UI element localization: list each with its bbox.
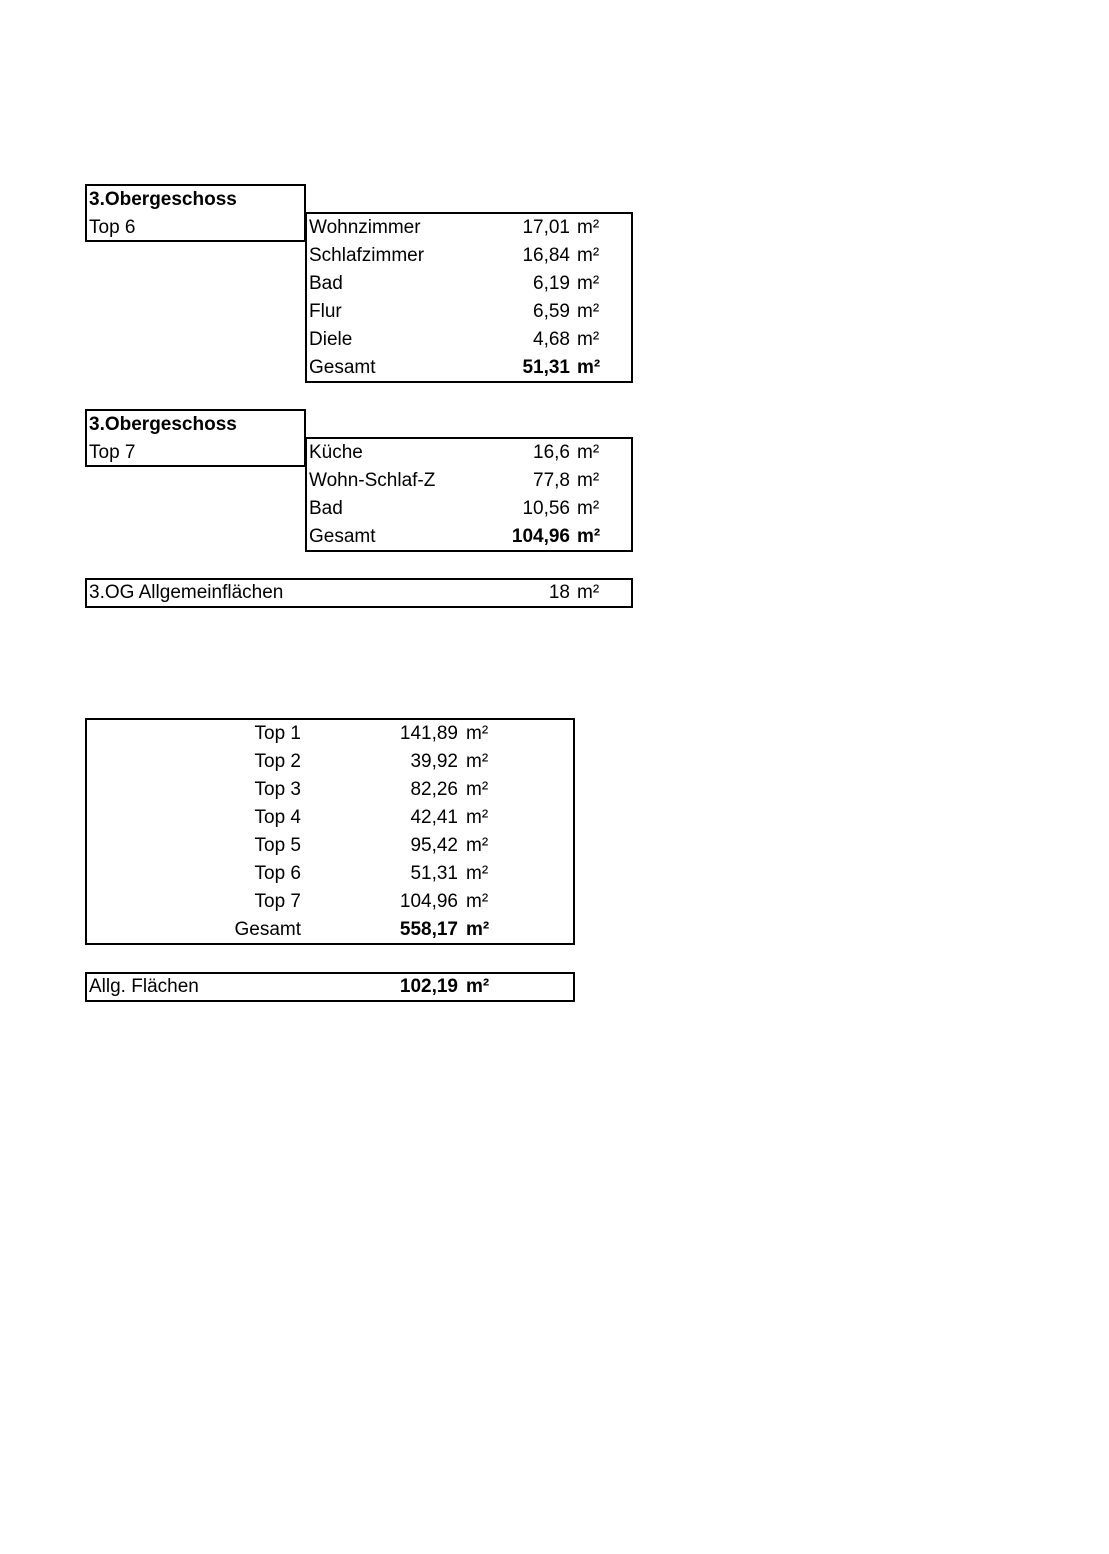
summary-row-label: Top 4 xyxy=(254,807,301,828)
summary-row-value: 141,89 xyxy=(399,723,458,744)
top6-room-label: Flur xyxy=(309,301,342,322)
summary-row-unit: m² xyxy=(466,835,489,856)
summary-row-value: 42,41 xyxy=(410,807,458,828)
summary-row-label: Top 6 xyxy=(254,863,301,884)
summary-row-label: Top 1 xyxy=(254,723,301,744)
summary-total-label: Gesamt xyxy=(234,919,301,940)
common-3og-label: 3.OG Allgemeinflächen xyxy=(89,582,284,603)
summary-row-value: 82,26 xyxy=(410,779,458,800)
top7-room-value: 77,8 xyxy=(533,470,570,491)
top7-room-unit: m² xyxy=(577,470,600,491)
top6-total-value: 51,31 xyxy=(522,357,570,378)
top6-room-unit: m² xyxy=(577,217,600,238)
top6-room-label: Diele xyxy=(309,329,353,350)
common-3og-value: 18 xyxy=(548,582,570,603)
top6-room-value: 6,59 xyxy=(533,301,570,322)
summary-row-unit: m² xyxy=(466,779,489,800)
top7-room-unit: m² xyxy=(577,498,600,519)
top6-room-unit: m² xyxy=(577,273,600,294)
summary-row-label: Top 3 xyxy=(254,779,301,800)
top6-room-value: 6,19 xyxy=(533,273,570,294)
summary-row-unit: m² xyxy=(466,723,489,744)
top7-room-value: 16,6 xyxy=(533,442,570,463)
summary-row-unit: m² xyxy=(466,891,489,912)
top7-room-label: Wohn-Schlaf-Z xyxy=(309,470,436,491)
top7-floor-title: 3.Obergeschoss xyxy=(89,414,237,435)
summary-row-label: Top 2 xyxy=(254,751,301,772)
top6-name: Top 6 xyxy=(89,217,136,238)
summary-row-unit: m² xyxy=(466,807,489,828)
top7-room-unit: m² xyxy=(577,442,600,463)
common-total-unit: m² xyxy=(466,976,490,997)
top6-floor-title: 3.Obergeschoss xyxy=(89,189,237,210)
top6-room-value: 4,68 xyxy=(533,329,570,350)
top6-total-label: Gesamt xyxy=(309,357,376,378)
summary-row-label: Top 7 xyxy=(254,891,301,912)
top6-room-value: 16,84 xyxy=(522,245,570,266)
summary-box xyxy=(85,718,575,945)
summary-row-value: 104,96 xyxy=(399,891,458,912)
top6-room-label: Wohnzimmer xyxy=(309,217,421,238)
top7-total-unit: m² xyxy=(577,526,601,547)
top6-room-value: 17,01 xyxy=(522,217,570,238)
top6-room-unit: m² xyxy=(577,245,600,266)
top7-room-label: Küche xyxy=(309,442,363,463)
common-3og-unit: m² xyxy=(577,582,600,603)
top6-room-unit: m² xyxy=(577,301,600,322)
summary-row-unit: m² xyxy=(466,863,489,884)
summary-row-value: 51,31 xyxy=(410,863,458,884)
top7-room-value: 10,56 xyxy=(522,498,570,519)
summary-total-unit: m² xyxy=(466,919,490,940)
summary-row-value: 95,42 xyxy=(410,835,458,856)
summary-row-value: 39,92 xyxy=(410,751,458,772)
top7-total-value: 104,96 xyxy=(511,526,570,547)
top7-name: Top 7 xyxy=(89,442,136,463)
top6-total-unit: m² xyxy=(577,357,601,378)
common-total-value: 102,19 xyxy=(399,976,458,997)
summary-row-unit: m² xyxy=(466,751,489,772)
top7-total-label: Gesamt xyxy=(309,526,376,547)
common-total-label: Allg. Flächen xyxy=(89,976,199,997)
summary-row-label: Top 5 xyxy=(254,835,301,856)
top6-room-label: Schlafzimmer xyxy=(309,245,425,266)
top6-room-unit: m² xyxy=(577,329,600,350)
top7-room-label: Bad xyxy=(309,498,343,519)
top6-room-label: Bad xyxy=(309,273,343,294)
summary-total-value: 558,17 xyxy=(399,919,458,940)
